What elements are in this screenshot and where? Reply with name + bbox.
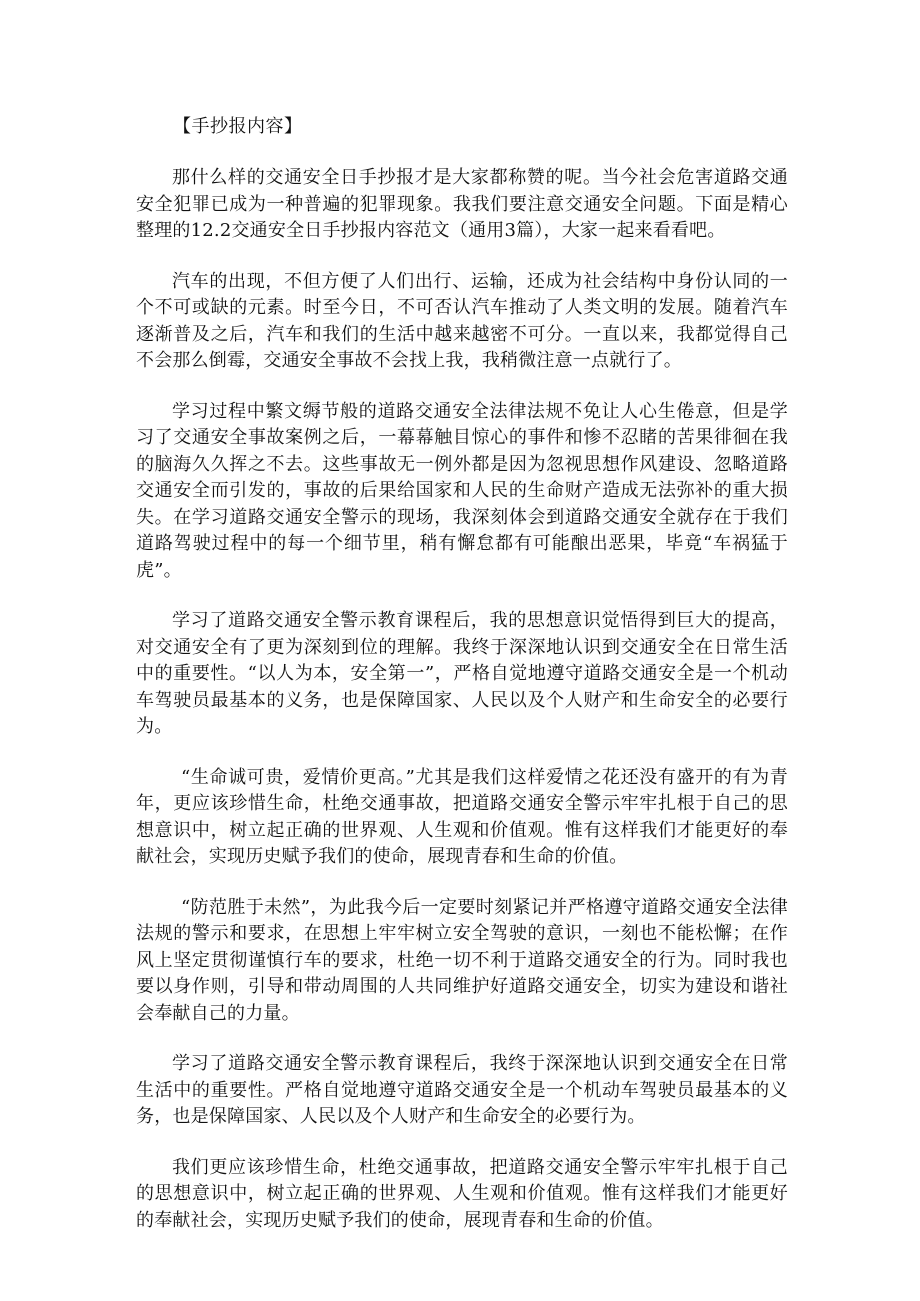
paragraph-course-reflection: 学习了道路交通安全警示教育课程后，我的思想意识觉悟得到巨大的提高，对交通安全有了更为深刻到位的理解。我终于深深地认识到交通安全在日常生活中的重要性。“以人为本，安全第一”，严格自觉地遵守道路交通安全是一个机动车驾驶员最基本的义务，也是保障国家、人民以及个人财产和生命安全的必要行为。	[136, 610, 788, 737]
paragraph-cherish-life: “生命诚可贵，爱情价更高。”尤其是我们这样爱情之花还没有盛开的有为青年，更应该珍惜生命，杜绝交通事故，把道路交通安全警示牢牢扎根于自己的思想意识中，树立起正确的世界观、人生观和价值观。惟有这样我们才能更好的奉献社会，实现历史赋予我们的使命，展现青春和生命的价值。	[136, 766, 788, 867]
paragraph-conclusion: 我们更应该珍惜生命，杜绝交通事故，把道路交通安全警示牢牢扎根于自己的思想意识中，树立起正确的世界观、人生观和价值观。惟有这样我们才能更好的奉献社会，实现历史赋予我们的使命，展现青春和生命的价值。	[136, 1156, 788, 1231]
section-heading: 【手抄报内容】	[173, 116, 303, 137]
paragraph-learning-laws: 学习过程中繁文缛节般的道路交通安全法律法规不免让人心生倦意，但是学习了交通安全事故案例之后，一幕幕触目惊心的事件和惨不忍睹的苦果徘徊在我的脑海久久挥之不去。这些事故无一例外都是因为忽视思想作风建设、忽略道路交通安全而引发的，事故的后果给国家和人民的生命财产造成无法弥补的重大损失。在学习道路交通安全警示的现场，我深刻体会到道路交通安全就存在于我们道路驾驶过程中的每一个细节里，稍有懈怠都有可能酿出恶果，毕竟“车祸猛于虎”。	[136, 400, 788, 581]
paragraph-car-emergence: 汽车的出现，不但方便了人们出行、运输，还成为社会结构中身份认同的一个不可或缺的元素。时至今日，不可否认汽车推动了人类文明的发展。随着汽车逐渐普及之后，汽车和我们的生活中越来越密不可分。一直以来，我都觉得自己不会那么倒霉，交通安全事故不会找上我，我稍微注意一点就行了。	[136, 270, 788, 371]
paragraph-intro: 那什么样的交通安全日手抄报才是大家都称赞的呢。当今社会危害道路交通安全犯罪已成为一种普遍的犯罪现象。我我们要注意交通安全问题。下面是精心整理的12.2交通安全日手抄报内容范文（通用3篇），大家一起来看看吧。	[136, 167, 788, 241]
paragraph-course-summary: 学习了道路交通安全警示教育课程后，我终于深深地认识到交通安全在日常生活中的重要性。严格自觉地遵守道路交通安全是一个机动车驾驶员最基本的义务，也是保障国家、人民以及个人财产和生命安全的必要行为。	[136, 1053, 788, 1127]
paragraph-prevention: “防范胜于未然”，为此我今后一定要时刻紧记并严格遵守道路交通安全法律法规的警示和要求，在思想上牢牢树立安全驾驶的意识，一刻也不能松懈；在作风上坚定贯彻谨慎行车的要求，杜绝一切不利于道路交通安全的行为。同时我也要以身作则，引导和带动周围的人共同维护好道路交通安全，切实为建设和谐社会奉献自己的力量。	[136, 896, 788, 1024]
document-body	[136, 112, 788, 1234]
